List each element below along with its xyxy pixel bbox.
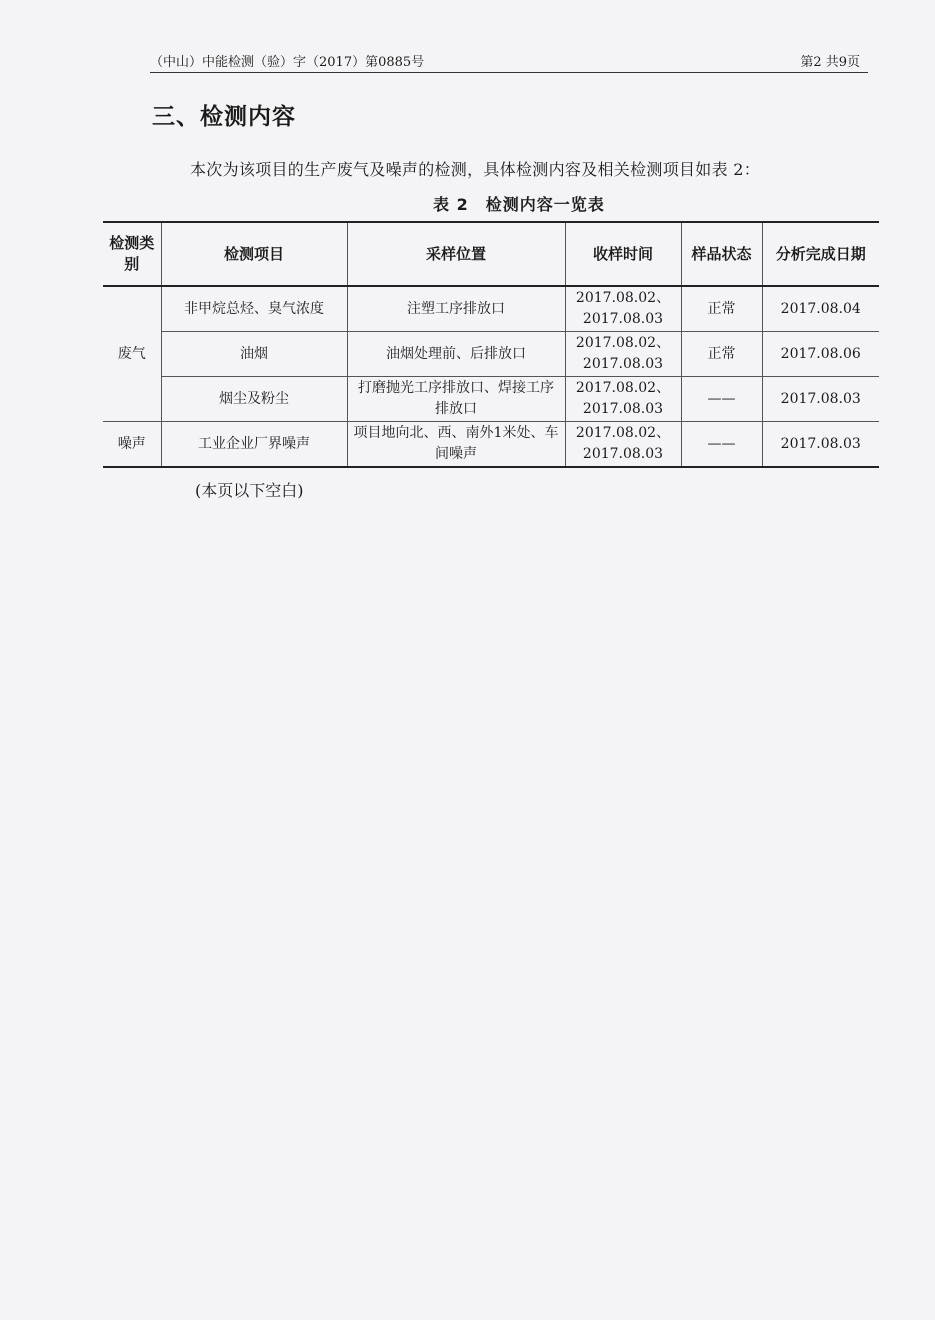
category-cell: 废气 [103,286,161,422]
detection-content-table [103,221,879,468]
page-header [150,48,868,73]
header-category: 检测类别 [103,222,161,286]
report-number: （中山）中能检测（验）字（2017）第0885号 [150,55,425,70]
table-row [103,286,879,332]
item-cell: 工业企业厂界噪声 [161,422,347,468]
item-cell: 非甲烷总烃、臭气浓度 [161,286,347,332]
header-item: 检测项目 [161,222,347,286]
table-header-row [103,222,879,286]
time-cell: 2017.08.02、2017.08.03 [565,286,681,332]
location-cell: 项目地向北、西、南外1米处、车间噪声 [347,422,565,468]
table-row [103,422,879,468]
time-cell: 2017.08.02、2017.08.03 [565,422,681,468]
status-cell: 正常 [681,332,762,377]
status-cell: —— [681,377,762,422]
header-location: 采样位置 [347,222,565,286]
table-row [103,377,879,422]
date-cell: 2017.08.03 [762,377,879,422]
item-cell: 油烟 [161,332,347,377]
date-cell: 2017.08.06 [762,332,879,377]
table-row [103,332,879,377]
header-receive-time: 收样时间 [565,222,681,286]
time-cell: 2017.08.02、2017.08.03 [565,377,681,422]
date-cell: 2017.08.03 [762,422,879,468]
blank-note: (本页以下空白) [195,481,304,500]
date-cell: 2017.08.04 [762,286,879,332]
section-title: 三、检测内容 [152,104,296,130]
time-cell: 2017.08.02、2017.08.03 [565,332,681,377]
status-cell: 正常 [681,286,762,332]
category-cell: 噪声 [103,422,161,468]
location-cell: 注塑工序排放口 [347,286,565,332]
page-number: 第2 共9页 [800,55,860,70]
intro-paragraph: 本次为该项目的生产废气及噪声的检测，具体检测内容及相关检测项目如表 2： [190,160,761,179]
header-sample-status: 样品状态 [681,222,762,286]
header-analysis-date: 分析完成日期 [762,222,879,286]
location-cell: 打磨抛光工序排放口、焊接工序排放口 [347,377,565,422]
item-cell: 烟尘及粉尘 [161,377,347,422]
status-cell: —— [681,422,762,468]
table-caption: 表 2 检测内容一览表 [433,195,605,214]
location-cell: 油烟处理前、后排放口 [347,332,565,377]
